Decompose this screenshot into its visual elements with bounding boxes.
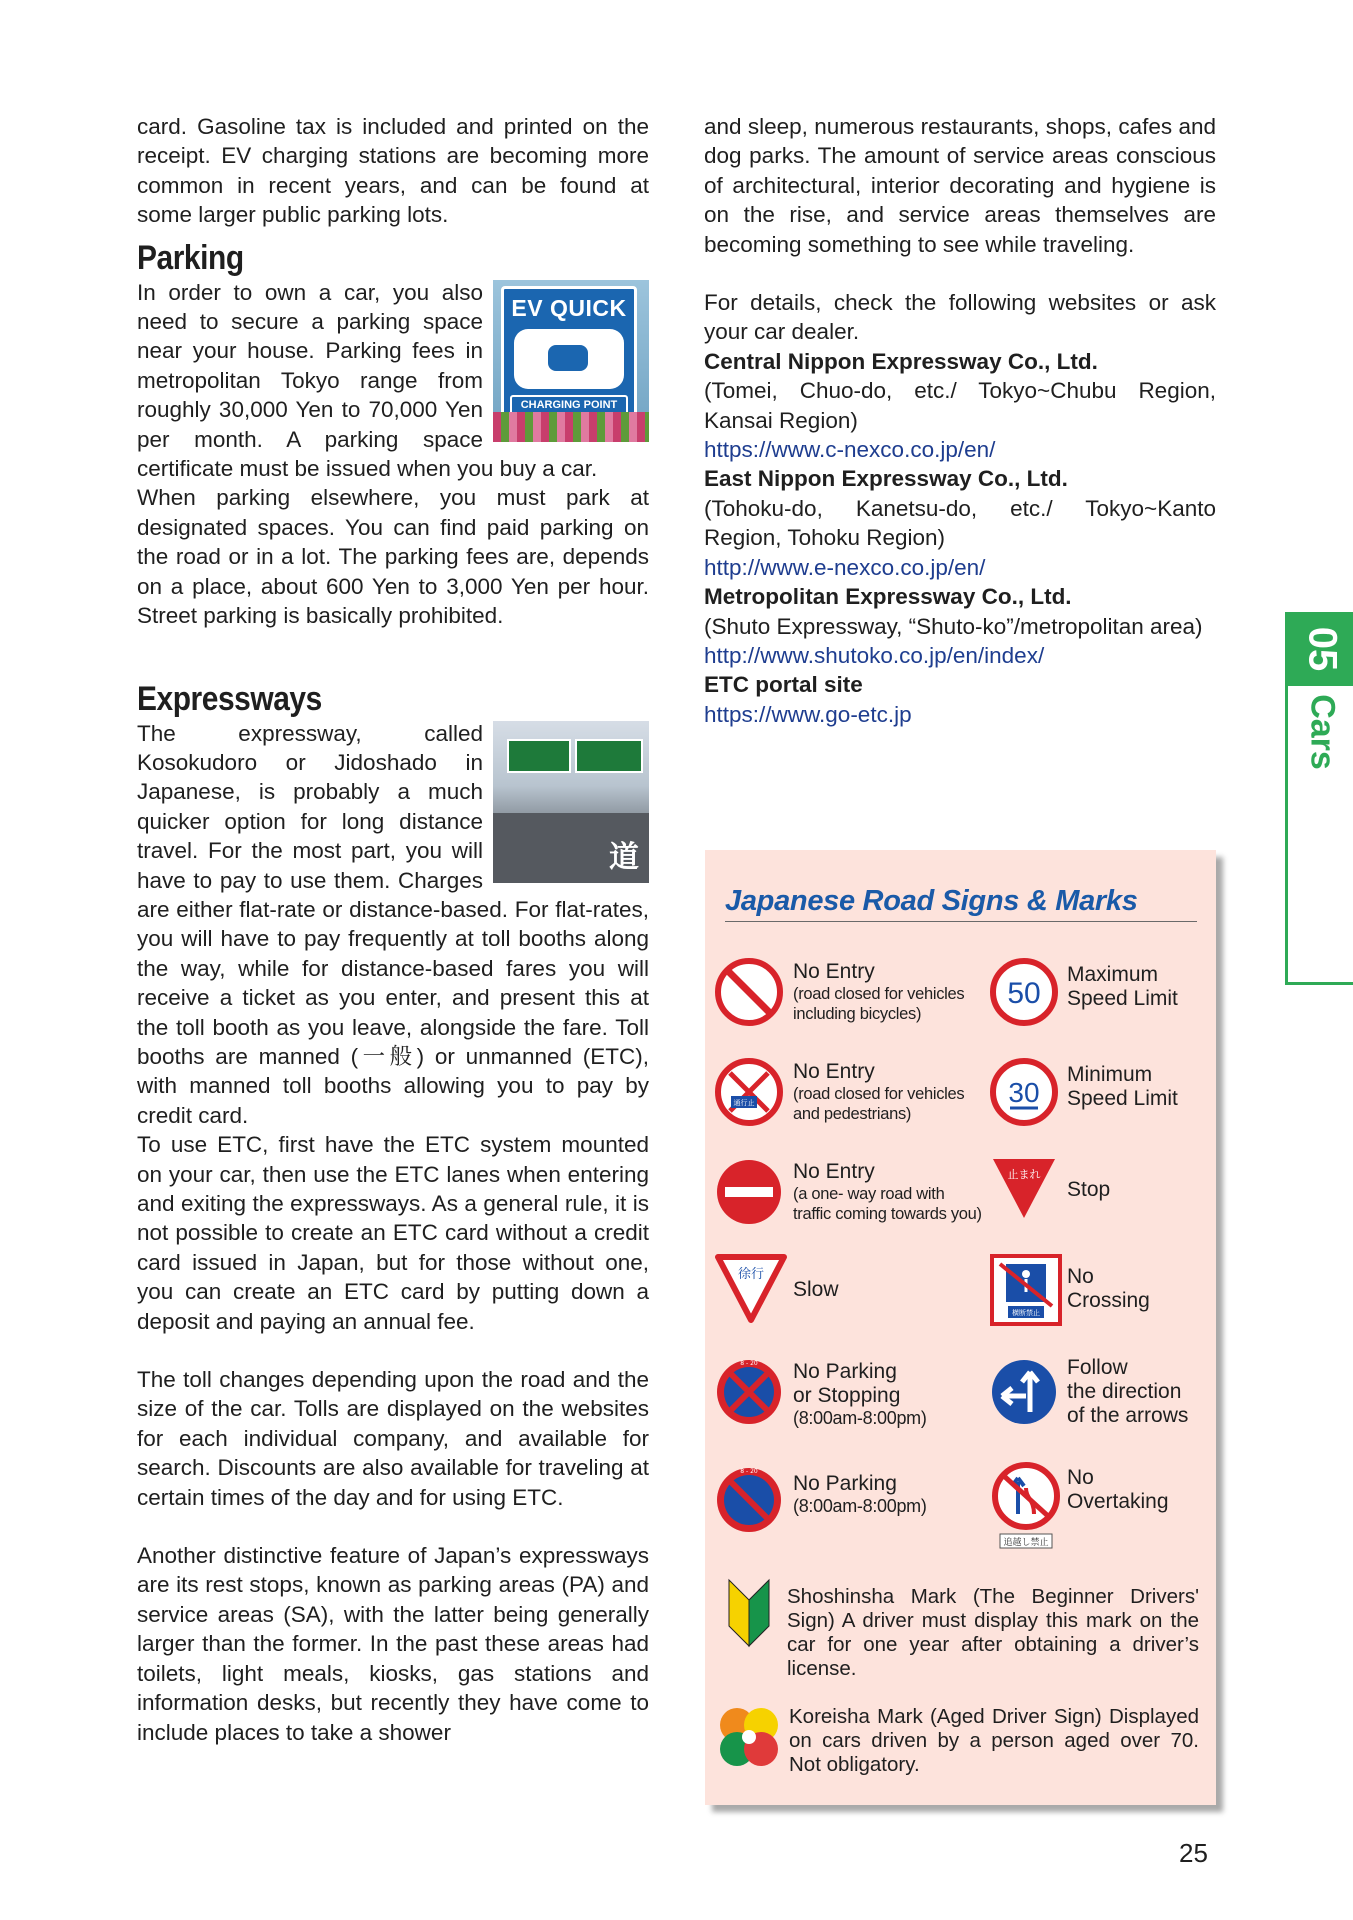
right-column	[704, 112, 1216, 729]
page-number: 25	[1179, 1838, 1208, 1868]
parking-paragraph-2: When parking elsewhere, you must park at designated spaces. You can find paid parking on the road or in a lot. The parking fees are, depends on a place, about 600 Yen to 3,000 Yen per hour. Street parking is basically prohibited.	[137, 485, 649, 629]
max-speed-icon	[990, 958, 1058, 1026]
company-link[interactable]: http://www.e-nexco.co.jp/en/	[704, 554, 986, 580]
beginner-mark-icon	[727, 1578, 771, 1648]
company-desc: (Tohoku-do, Kanetsu-do, etc./ Tokyo~Kanto Region, Tohoku Region)	[704, 495, 1216, 551]
ev-car-icon	[514, 329, 624, 389]
company-desc: (Shuto Expressway, “Shuto-ko”/metropolitan area)	[704, 613, 1203, 639]
no-parking-stopping-icon	[715, 1358, 783, 1426]
svg-text:通行止: 通行止	[733, 1099, 755, 1107]
svg-text:止まれ: 止まれ	[1007, 1168, 1041, 1181]
chapter-number: 05	[1300, 626, 1345, 672]
sign-no-entry-1: No Entry (road closed for vehicles including bicycles)	[793, 960, 965, 1023]
company-name: East Nippon Expressway Co., Ltd.	[704, 466, 1068, 492]
no-entry-one-way-icon	[715, 1158, 783, 1226]
beginner-mark-text: Shoshinsha Mark (The Beginner Drivers' Sign) A driver must display this mark on the car for one year after obtaining a driver’s license.	[787, 1585, 1199, 1680]
svg-text:30: 30	[1008, 1077, 1040, 1108]
flowers-decoration	[493, 412, 649, 442]
company-name: ETC portal site	[704, 672, 863, 698]
left-column	[137, 112, 649, 1747]
follow-arrows-icon	[990, 1358, 1058, 1426]
expressways-paragraph-1: The expressway, called Kosokudoro or Jidoshado in Japanese, is probably a much quicker option for long distance travel. For the most part, you will have to pay to use them. Charges are either flat-rate or distance-based. For flat-rates, you will have to pay frequently at toll booths along the way, while for distance-based fares you will receive a ticket as you enter, and present this at the toll booth as you leave, alongside the fare. Toll booths are manned (一般) or unmanned (ETC), with manned toll booths allowing you to pay by credit card.	[137, 720, 649, 1128]
svg-text:追越し禁止: 追越し禁止	[1003, 1538, 1049, 1548]
sign-no-entry-2: No Entry (road closed for vehicles and pedestrians)	[793, 1060, 965, 1123]
details-intro: For details, check the following websites or ask your car dealer.	[704, 290, 1216, 345]
expressways-paragraph-2: To use ETC, first have the ETC system mounted on your car, then use the ETC lanes when entering and exiting the expressways. As a general rule, it is not possible to create an ETC card without a credit card issued in Japan, but for those without one, you can create an ETC card by putting down a deposit and paying an annual fee.	[137, 1132, 649, 1334]
sign-no-parking-stopping: No Parking or Stopping (8:00am-8:00pm)	[793, 1360, 927, 1428]
chapter-tab	[1285, 612, 1353, 985]
sign-no-parking: No Parking (8:00am-8:00pm)	[793, 1472, 927, 1516]
no-crossing-icon	[990, 1254, 1062, 1326]
parking-heading: Parking	[137, 238, 244, 277]
svg-text:横断禁止: 横断禁止	[1012, 1309, 1040, 1317]
company-name: Central Nippon Expressway Co., Ltd.	[704, 348, 1098, 374]
company-link[interactable]: https://www.go-etc.jp	[704, 701, 912, 727]
continued-paragraph: and sleep, numerous restaurants, shops, cafes and dog parks. The amount of service areas conscious of architectural, interior decorating and hygiene is on the rise, and service areas themselves are becoming something to see while traveling.	[704, 114, 1216, 257]
company-desc: (Tomei, Chuo-do, etc./ Tokyo~Chubu Region, Kansai Region)	[704, 378, 1216, 433]
no-parking-icon	[715, 1466, 783, 1534]
expressways-paragraph-3: The toll changes depending upon the road and the size of the car. Tolls are displayed on the websites for each individual company, and available for search. Discounts are also available for traveling at certain times of the day and for using ETC.	[137, 1367, 649, 1510]
svg-text:8 - 20: 8 - 20	[740, 1360, 758, 1367]
sign-min-speed: Minimum Speed Limit	[1067, 1063, 1178, 1110]
intro-paragraph: card. Gasoline tax is included and printed on the receipt. EV charging stations are becoming more common in recent years, and can be found at some larger public parking lots.	[137, 114, 649, 228]
sign-slow: Slow	[793, 1278, 839, 1301]
svg-text:徐行: 徐行	[737, 1267, 765, 1282]
aged-driver-mark-icon	[717, 1705, 781, 1769]
parking-paragraph-1: In order to own a car, you also need to secure a parking space near your house. Parking fees in metropolitan Tokyo range from roughly 30,000 Yen to 70,000 Yen per month. A parking space certificate must be issued when you buy a car.	[137, 279, 598, 482]
aged-driver-mark-text: Koreisha Mark (Aged Driver Sign) Displayed on cars driven by a person aged over 70. Not obligatory.	[789, 1705, 1199, 1776]
company-link[interactable]: http://www.shutoko.co.jp/en/index/	[704, 642, 1045, 668]
no-overtaking-icon	[990, 1462, 1062, 1550]
no-entry-pedestrians-icon	[715, 1058, 783, 1126]
company-name: Metropolitan Expressway Co., Ltd.	[704, 584, 1072, 610]
expressway-photo: 道	[493, 721, 649, 883]
svg-text:50: 50	[1007, 977, 1041, 1010]
svg-text:8 - 20: 8 - 20	[740, 1468, 758, 1475]
sign-no-overtaking: No Overtaking	[1067, 1466, 1169, 1513]
expressways-heading: Expressways	[137, 679, 322, 718]
sign-stop: Stop	[1067, 1178, 1111, 1201]
chapter-number-box	[1288, 612, 1353, 686]
no-entry-vehicles-icon	[715, 958, 783, 1026]
company-list	[704, 347, 1216, 729]
expressways-paragraph-4: Another distinctive feature of Japan’s expressways are its rest stops, known as parking areas (PA) and service areas (SA), with the latter being generally larger than the former. In the past these areas had toilets, light meals, kiosks, gas stations and information desks, but recently they have come to include places to take a shower	[137, 1543, 649, 1745]
ev-quick-sign: EV QUICK CHARGING POINT	[501, 286, 637, 428]
sign-no-crossing: No Crossing	[1067, 1265, 1150, 1312]
signs-box-title: Japanese Road Signs & Marks	[725, 883, 1197, 922]
slow-icon	[715, 1254, 787, 1324]
sign-no-entry-3: No Entry (a one- way road with traffic coming towards you)	[793, 1160, 982, 1223]
chapter-label: Cars	[1303, 694, 1342, 770]
min-speed-icon	[990, 1058, 1058, 1126]
sign-follow-arrows: Follow the direction of the arrows	[1067, 1356, 1189, 1427]
road-signs-box	[705, 850, 1216, 1805]
sign-max-speed: Maximum Speed Limit	[1067, 963, 1178, 1010]
road-sign-left	[507, 739, 571, 773]
stop-icon	[990, 1156, 1058, 1222]
ev-charging-photo	[493, 280, 649, 442]
road-sign-right	[575, 739, 643, 773]
company-link[interactable]: https://www.c-nexco.co.jp/en/	[704, 437, 996, 463]
